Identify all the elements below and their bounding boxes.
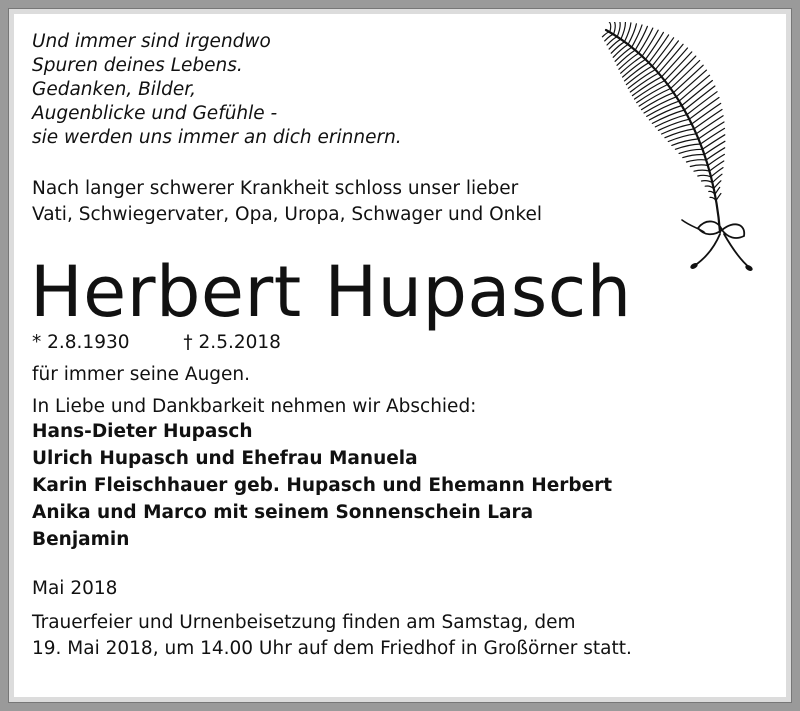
feather-barb [682,81,713,106]
feather-barb [679,149,702,153]
life-dates [32,330,281,356]
mourner-name: Hans-Dieter Hupasch [32,421,253,442]
mourner-name: Benjamin [32,529,130,550]
feather-barb [662,124,692,134]
feather-icon [594,22,754,284]
feather-barb [715,187,720,194]
mourner-name: Ulrich Hupasch und Ehefrau Manuela [32,448,418,469]
mourner-name: Karin Fleischhauer geb. Hupasch und Ehemann Herbert [32,475,613,496]
feather-barb [668,56,696,84]
death-date: † 2.5.2018 [183,332,281,353]
feather-barb [702,181,713,183]
feather-barb [659,44,684,73]
feather-barb [704,141,725,154]
deceased-name: Herbert Hupasch [30,251,632,333]
feather-barb [683,155,705,158]
poem-line: Augenblicke und Gefühle - [32,103,278,124]
feather-barb [698,175,711,176]
feather-barb [611,42,624,53]
intro-line: Vati, Schwiegervater, Opa, Uropa, Schwager und Onkel [32,204,542,225]
poem-line: Gedanken, Bilder, [32,79,196,100]
feather-barb [674,65,704,92]
feather-barb [706,148,725,160]
service-line: Trauerfeier und Urnenbeisetzung finden am Samstag, dem [32,612,576,633]
feather-barb [665,52,692,81]
feather-barb [679,75,710,101]
feather-barb [675,144,700,149]
feather-barb [716,194,721,201]
feather-barb [708,154,725,165]
eyes-closed-line: für immer seine Augen. [32,364,251,385]
feather-barb [687,160,707,162]
feather-barb [684,86,715,110]
feather-barb [694,170,709,171]
service-line: 19. Mai 2018, um 14.00 Uhr auf dem Friedhof in Großörner statt. [32,638,632,659]
feather-barb [690,165,708,167]
poem-line: sie werden uns immer an dich erinnern. [32,127,402,148]
mourners-list [32,418,612,553]
intro-line: Nach langer schwerer Krankheit schloss unser lieber [32,178,519,199]
birth-date: * 2.8.1930 [32,332,130,353]
feather-barb [621,22,626,39]
feather-barb [702,135,724,150]
farewell-line: In Liebe und Dankbarkeit nehmen wir Abschied: [32,396,477,417]
feather-barb [687,92,717,115]
notice-date: Mai 2018 [32,578,118,599]
mourner-name: Anika und Marco mit seinem Sonnenschein Lara [32,502,534,523]
feather-barb [676,70,706,97]
feather-barb [671,61,700,89]
memorial-poem [32,30,402,150]
service-info [32,610,632,662]
poem-line: Spuren deines Lebens. [32,55,243,76]
poem-line: Und immer sind irgendwo [32,31,271,52]
feather-barb [662,48,688,77]
intro-text [32,176,542,228]
feather-barb [632,25,642,47]
feather-barb [614,22,616,34]
feather-barb [655,41,678,70]
feather-barb [617,22,620,37]
feather-barb [701,128,725,144]
